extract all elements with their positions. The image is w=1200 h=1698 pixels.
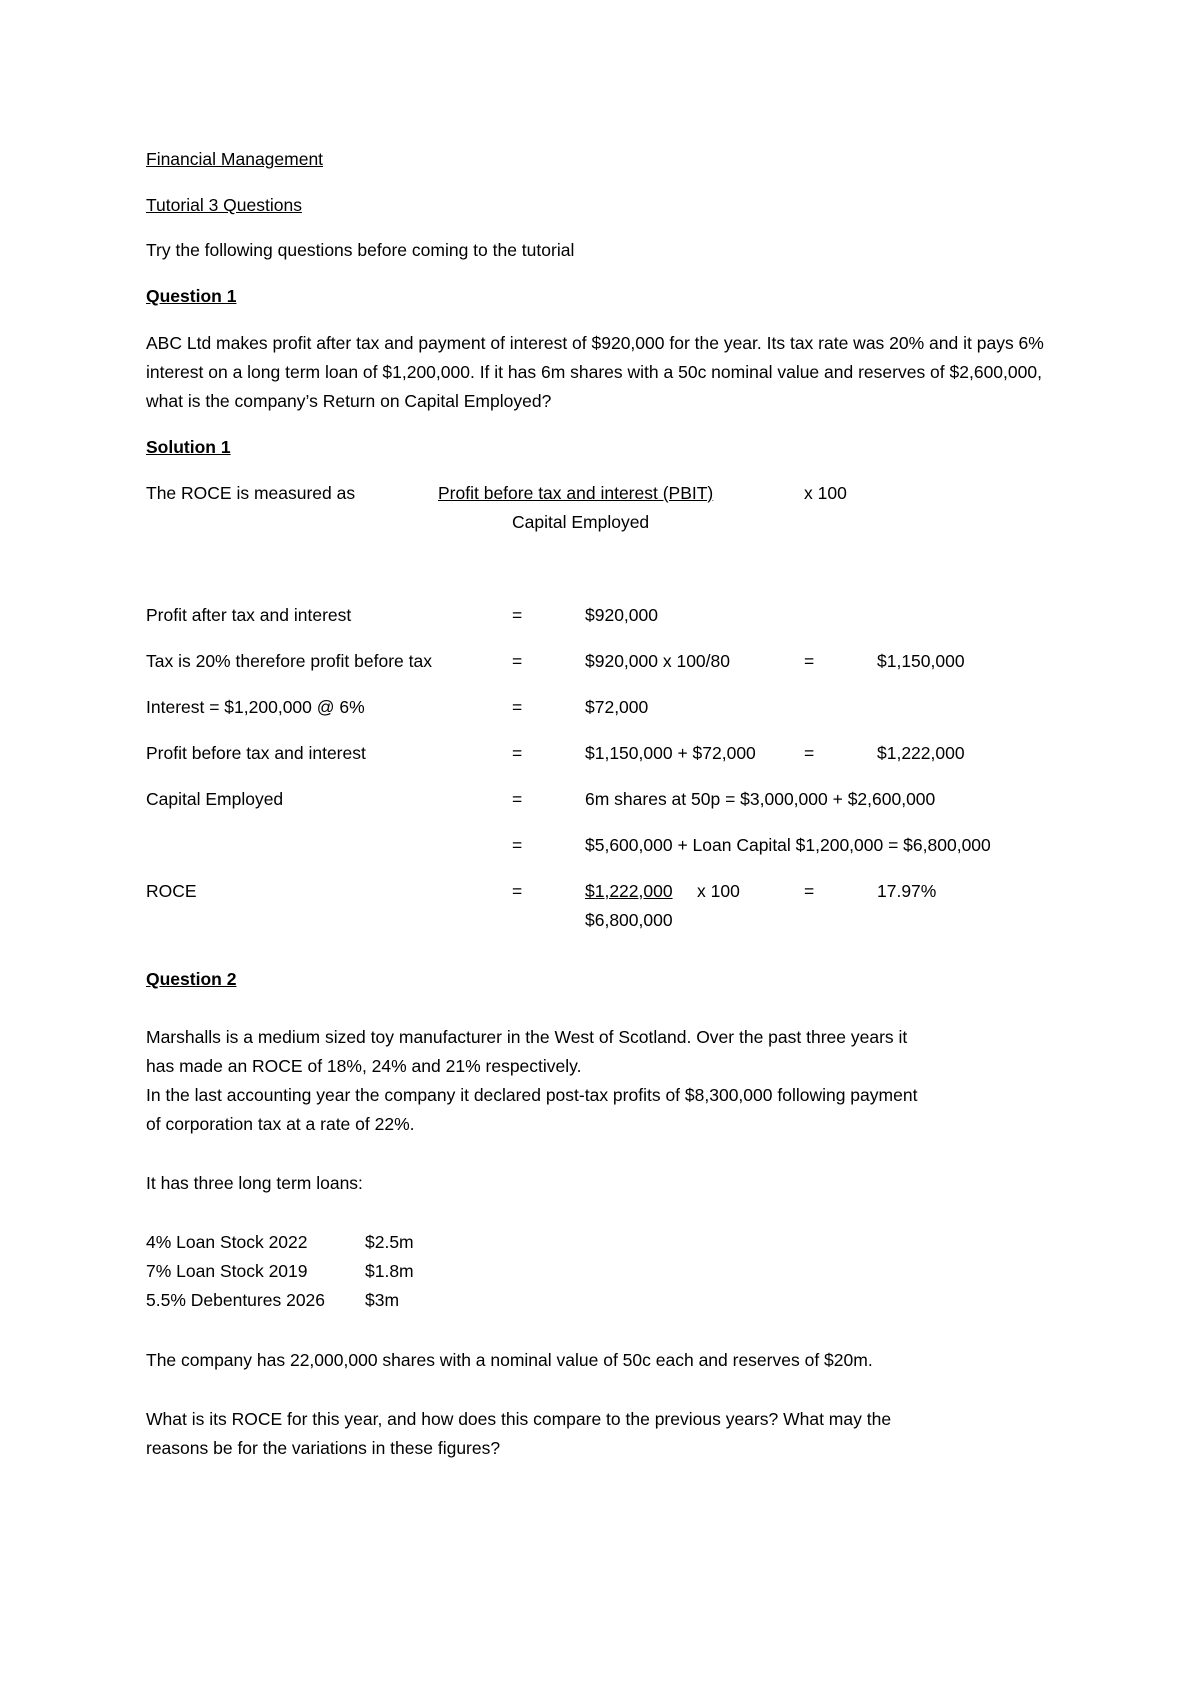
calc-equals: =	[512, 789, 523, 809]
question-1-text: ABC Ltd makes profit after tax and payment of interest of $920,000 for the year. Its tax rate was 20% and it pays 6% interest on a long term loan of $1,200,000. If it has 6m shares with a 50c nominal value and reserves of $2,600,000, what is the company’s Return on Capital Employed?	[146, 333, 1044, 411]
roce-denominator: $6,800,000	[585, 910, 673, 930]
calc-label: Interest = $1,200,000 @ 6%	[146, 697, 365, 717]
question-2-text-line: of corporation tax at a rate of 22%.	[146, 1114, 415, 1134]
calc-label: Profit after tax and interest	[146, 605, 352, 625]
question-2-heading: Question 2	[146, 969, 237, 989]
calc-equals: =	[512, 743, 523, 763]
roce-numerator: $1,222,000	[585, 881, 673, 901]
loan-name: 5.5% Debentures 2026	[146, 1290, 326, 1310]
question-1-heading: Question 1	[146, 286, 237, 306]
loans-intro: It has three long term loans:	[146, 1173, 363, 1193]
document-subtitle: Tutorial 3 Questions	[146, 195, 302, 215]
calc-expression: $1,150,000 + $72,000	[585, 743, 756, 763]
roce-result: 17.97%	[877, 881, 937, 901]
question-2-text-line: has made an ROCE of 18%, 24% and 21% respectively.	[146, 1056, 582, 1076]
formula-denominator: Capital Employed	[512, 512, 650, 532]
loan-amount: $2.5m	[365, 1232, 414, 1252]
roce-label: ROCE	[146, 881, 197, 901]
calc-expression: $920,000 x 100/80	[585, 651, 730, 671]
calc-label: Profit before tax and interest	[146, 743, 366, 763]
intro-text: Try the following questions before coming to the tutorial	[146, 240, 575, 260]
calc-label: Capital Employed	[146, 789, 284, 809]
calc-expression: $5,600,000 + Loan Capital $1,200,000 = $6,800,000	[585, 835, 991, 855]
calc-result: $1,222,000	[877, 743, 965, 763]
calc-expression: 6m shares at 50p = $3,000,000 + $2,600,000	[585, 789, 936, 809]
calc-equals: =	[512, 605, 523, 625]
formula-label: The ROCE is measured as	[146, 483, 356, 503]
question-2-text-line: In the last accounting year the company it declared post-tax profits of $8,300,000 following payment	[146, 1085, 918, 1105]
loan-amount: $1.8m	[365, 1261, 414, 1281]
solution-1-heading: Solution 1	[146, 437, 231, 457]
calc-equals: =	[804, 881, 815, 901]
calc-label: Tax is 20% therefore profit before tax	[146, 651, 432, 671]
loan-amount: $3m	[365, 1290, 400, 1310]
shares-text: The company has 22,000,000 shares with a nominal value of 50c each and reserves of $20m.	[146, 1350, 873, 1370]
question-2-text-line: Marshalls is a medium sized toy manufacturer in the West of Scotland. Over the past three years it	[146, 1027, 908, 1047]
roce-multiplier: x 100	[697, 881, 740, 901]
formula-multiplier: x 100	[804, 483, 847, 503]
loan-name: 4% Loan Stock 2022	[146, 1232, 308, 1252]
calc-equals: =	[512, 835, 523, 855]
calc-equals: =	[512, 697, 523, 717]
formula-numerator: Profit before tax and interest (PBIT)	[438, 483, 714, 503]
calc-result: $1,150,000	[877, 651, 965, 671]
calc-equals: =	[512, 651, 523, 671]
calc-expression: $920,000	[585, 605, 658, 625]
calc-equals: =	[804, 651, 815, 671]
calc-equals: =	[804, 743, 815, 763]
question-2-final-line: What is its ROCE for this year, and how does this compare to the previous years? What may the	[146, 1409, 892, 1429]
document-title: Financial Management	[146, 149, 324, 169]
loan-name: 7% Loan Stock 2019	[146, 1261, 308, 1281]
calc-expression: $72,000	[585, 697, 649, 717]
calc-equals: =	[512, 881, 523, 901]
question-2-final-line: reasons be for the variations in these figures?	[146, 1438, 501, 1458]
